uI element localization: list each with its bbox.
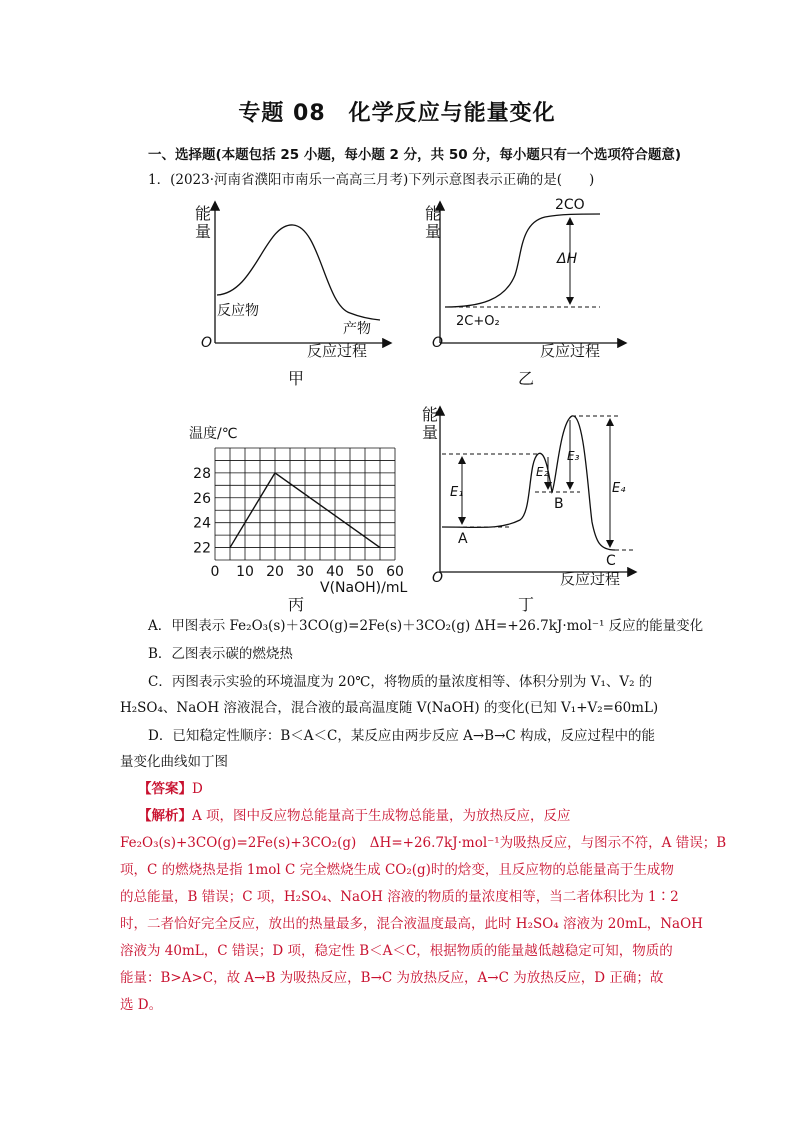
- figure-ding-caption: 丁: [517, 595, 534, 614]
- x-tick-label: 0: [210, 564, 220, 580]
- answer-tag: 【答案】: [138, 781, 192, 797]
- analysis-line-6: 溶液为 40mL，C 错误；D 项，稳定性 B＜A＜C，根据物质的能量越低越稳定可知，物质的: [120, 943, 673, 959]
- svg-text:E₁: E₁: [450, 485, 464, 500]
- svg-text:量: 量: [422, 423, 439, 442]
- option-d-line1: D．已知稳定性顺序：B＜A＜C，某反应由两步反应 A→B→C 构成，反应过程中的能: [148, 728, 656, 744]
- svg-text:B: B: [554, 496, 564, 512]
- page-title: 专题 08 化学反应与能量变化: [238, 101, 556, 126]
- figure-yi: [420, 195, 640, 365]
- y-tick-label: 26: [193, 490, 211, 507]
- analysis-line-3: 项，C 的燃烧热是指 1mol C 完全燃烧生成 CO₂(g)时的焓变，且反应物的总能量高于生成物: [120, 862, 674, 878]
- energy-curve: [442, 416, 615, 550]
- y-tick-label: 24: [193, 515, 211, 532]
- svg-text:C: C: [606, 553, 616, 569]
- chart-ylabel: 温度/℃: [189, 426, 238, 442]
- x-tick-label: 20: [266, 564, 284, 580]
- svg-text:E₂: E₂: [536, 465, 549, 479]
- svg-text:能: 能: [425, 204, 442, 223]
- option-c-line1: C．丙图表示实验的环境温度为 20℃，将物质的量浓度相等、体积分别为 V₁、V₂ 的: [148, 674, 653, 690]
- figure-ding: [420, 402, 640, 587]
- chart-xlabel: V(NaOH)/mL: [320, 580, 408, 595]
- analysis-line-7: 能量：B>A>C，故 A→B 为吸热反应，B→C 为放热反应，A→C 为放热反应，D 正确；故: [120, 970, 664, 986]
- figure-yi-caption: 乙: [517, 369, 534, 388]
- y-label-1: 能: [195, 204, 212, 223]
- y-tick-label: 28: [193, 465, 211, 482]
- svg-text:反应过程: 反应过程: [540, 342, 601, 360]
- reactant-label: 反应物: [217, 303, 259, 319]
- bottom-label: 2C+O₂: [456, 314, 500, 329]
- analysis-line-5: 时，二者恰好完全反应，放出的热量最多，混合液温度最高，此时 H₂SO₄ 溶液为 20mL，NaOH: [120, 916, 703, 932]
- option-c-line2: H₂SO₄、NaOH 溶液混合，混合液的最高温度随 V(NaOH) 的变化(已知 V₁+V₂=60mL): [120, 700, 659, 716]
- x-tick-label: 50: [356, 564, 374, 580]
- x-tick-label: 30: [296, 564, 314, 580]
- svg-text:O: O: [432, 335, 444, 351]
- option-d-line2: 量变化曲线如丁图: [120, 754, 228, 770]
- svg-text:E₄: E₄: [612, 481, 626, 496]
- answer-value: D: [192, 781, 203, 797]
- x-tick-label: 40: [326, 564, 344, 580]
- svg-text:O: O: [432, 570, 444, 586]
- delta-h: ΔH: [557, 251, 578, 267]
- y-tick-label: 22: [193, 540, 211, 557]
- question-stem: 1．(2023·河南省濮阳市南乐一高高三月考)下列示意图表示正确的是( ): [148, 172, 595, 188]
- top-label: 2CO: [555, 197, 585, 213]
- svg-text:能: 能: [422, 405, 439, 424]
- svg-text:量: 量: [425, 222, 442, 241]
- option-a: A．甲图表示 Fe₂O₃(s)＋3CO(g)=2Fe(s)＋3CO₂(g) ΔH=+26.7kJ·mol⁻¹ 反应的能量变化: [148, 618, 704, 634]
- svg-text:E₃: E₃: [567, 449, 580, 463]
- section-heading: 一、选择题(本题包括 25 小题，每小题 2 分，共 50 分，每小题只有一个选项符合题意): [148, 147, 682, 163]
- x-tick-label: 10: [236, 564, 254, 580]
- analysis-line-1: 【解析】A 项，图中反应物总能量高于生成物总能量，为放热反应，反应: [138, 808, 571, 824]
- analysis-line-4: 的总能量，B 错误；C 项，H₂SO₄、NaOH 溶液的物质的量浓度相等，当二者体积比为 1∶2: [120, 889, 679, 905]
- figure-bing-caption: 丙: [287, 595, 304, 614]
- option-b: B．乙图表示碳的燃烧热: [148, 646, 293, 662]
- svg-text:反应过程: 反应过程: [560, 570, 621, 587]
- figure-bing-chart: [185, 420, 415, 595]
- product-label: 产物: [343, 321, 371, 337]
- x-label: 反应过程: [307, 342, 368, 360]
- svg-text:A: A: [458, 531, 468, 547]
- x-tick-label: 60: [386, 564, 404, 580]
- y-label-2: 量: [195, 222, 212, 241]
- analysis-line-2: Fe₂O₃(s)+3CO(g)=2Fe(s)+3CO₂(g) ΔH=+26.7kJ·mol⁻¹为吸热反应，与图示不符，A 错误；B: [120, 835, 727, 851]
- figure-jia-caption: 甲: [287, 369, 304, 388]
- figure-jia: [195, 195, 395, 365]
- answer: [138, 779, 203, 799]
- origin-label: O: [201, 335, 213, 351]
- analysis-line-8: 选 D。: [120, 997, 163, 1013]
